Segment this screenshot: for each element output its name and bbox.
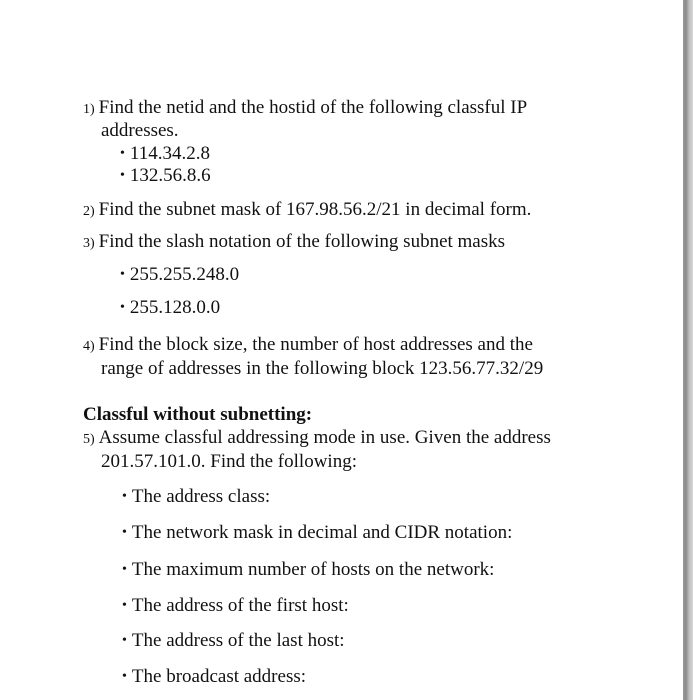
question-5-bullet-4 — [122, 595, 349, 617]
question-1-line-1: Find the netid and the hostid of the following classful IP — [98, 97, 528, 118]
question-5-bullet-3 — [122, 559, 494, 581]
bullet-icon: • — [122, 489, 127, 504]
section-heading: Classful without subnetting: — [83, 404, 313, 425]
bullet-icon: • — [122, 669, 127, 684]
bullet-icon: • — [120, 300, 125, 315]
bullet-text: The address of the first host: — [131, 595, 349, 616]
bullet-text: 255.255.248.0 — [129, 264, 240, 285]
question-4 — [83, 334, 533, 356]
bullet-text: The maximum number of hosts on the network: — [131, 559, 495, 580]
question-3-number: 3) — [83, 236, 95, 251]
bullet-icon: • — [120, 267, 125, 282]
question-5-line-1: Assume classful addressing mode in use. Given the address — [98, 427, 551, 448]
question-4-number: 4) — [83, 339, 95, 354]
question-5-bullet-5 — [122, 630, 345, 652]
bullet-icon: • — [122, 562, 127, 577]
question-5 — [83, 427, 551, 449]
bullet-icon: • — [120, 146, 125, 161]
page-edge-shadow — [683, 0, 693, 700]
question-2-line-1: Find the subnet mask of 167.98.56.2/21 in decimal form. — [98, 199, 532, 220]
bullet-text: The broadcast address: — [131, 666, 307, 687]
question-5-line-2: 201.57.101.0. Find the following: — [101, 451, 357, 472]
bullet-text: The address of the last host: — [131, 630, 345, 651]
question-5-number: 5) — [83, 432, 95, 447]
question-1-bullet-2 — [120, 165, 211, 187]
question-1-bullet-1 — [120, 143, 210, 165]
question-4-line-1: Find the block size, the number of host addresses and the — [98, 334, 533, 355]
question-3-line-1: Find the slash notation of the following subnet masks — [98, 231, 506, 252]
question-3-bullet-2 — [120, 297, 220, 319]
question-1-line-2: addresses. — [101, 120, 179, 141]
bullet-text: The network mask in decimal and CIDR notation: — [131, 522, 513, 543]
bullet-icon: • — [120, 168, 125, 183]
bullet-text: The address class: — [131, 486, 271, 507]
question-1 — [83, 97, 527, 119]
question-2-number: 2) — [83, 204, 95, 219]
bullet-icon: • — [122, 598, 127, 613]
bullet-text: 255.128.0.0 — [129, 297, 221, 318]
question-5-bullet-6 — [122, 666, 306, 688]
question-5-bullet-2 — [122, 522, 512, 544]
question-3 — [83, 231, 505, 253]
bullet-icon: • — [122, 525, 127, 540]
question-4-line-2: range of addresses in the following block 123.56.77.32/29 — [101, 358, 544, 379]
question-5-bullet-1 — [122, 486, 270, 508]
bullet-icon: • — [122, 633, 127, 648]
question-3-bullet-1 — [120, 264, 239, 286]
bullet-text: 132.56.8.6 — [129, 165, 211, 186]
question-1-number: 1) — [83, 102, 95, 117]
question-2 — [83, 199, 531, 221]
bullet-text: 114.34.2.8 — [129, 143, 210, 164]
